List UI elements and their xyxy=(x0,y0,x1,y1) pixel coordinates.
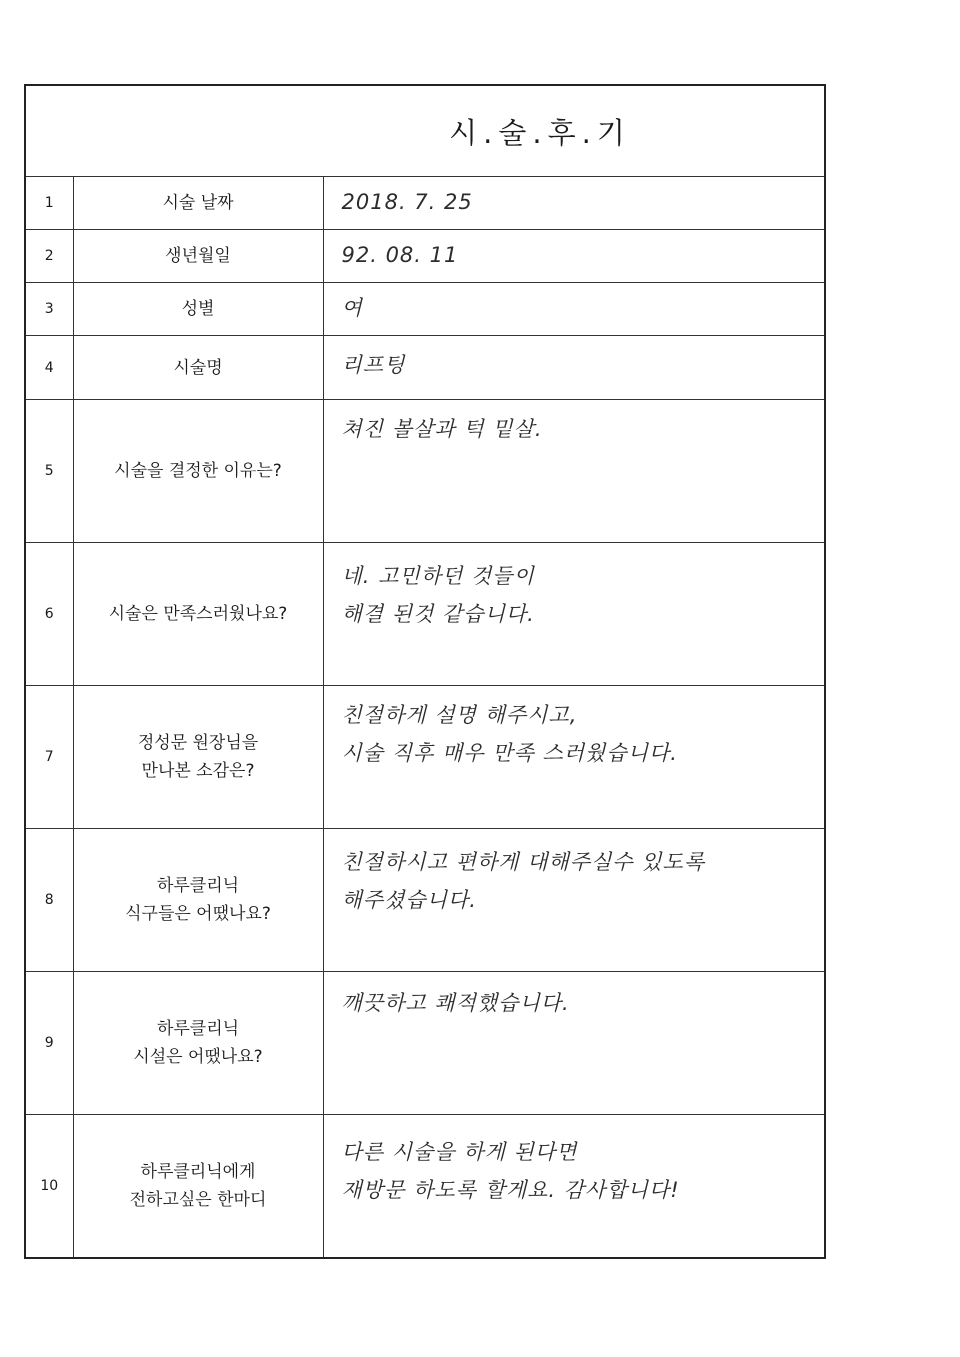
row-label: 시술명 xyxy=(73,336,323,400)
row-label: 시술 날짜 xyxy=(73,177,323,230)
row-label: 정성문 원장님을 만나본 소감은? xyxy=(73,686,323,829)
row-label: 생년월일 xyxy=(73,230,323,283)
handwritten-answer: 리프팅 xyxy=(341,353,406,377)
answer-cell xyxy=(323,1115,825,1258)
handwritten-answer: 여 xyxy=(341,296,363,320)
form-row xyxy=(25,1115,825,1258)
row-label: 하루클리닉에게 전하고싶은 한마디 xyxy=(73,1115,323,1258)
form-row xyxy=(25,336,825,400)
handwritten-answer: 2018. 7. 25 xyxy=(341,190,473,214)
form-row xyxy=(25,283,825,336)
row-label: 시술을 결정한 이유는? xyxy=(73,400,323,543)
form-row xyxy=(25,686,825,829)
form-title: 시.술.후.기 xyxy=(449,115,631,150)
answer-cell xyxy=(323,283,825,336)
answer-cell xyxy=(323,972,825,1115)
form-row xyxy=(25,230,825,283)
handwritten-answer: 친절하시고 편하게 대해주실수 있도록 해주셨습니다. xyxy=(341,850,706,912)
review-form-table xyxy=(24,84,826,1259)
answer-cell xyxy=(323,336,825,400)
answer-cell xyxy=(323,543,825,686)
row-number: 7 xyxy=(25,686,73,829)
handwritten-answer: 다른 시술을 하게 된다면 재방문 하도록 할게요. 감사합니다! xyxy=(341,1140,680,1202)
handwritten-answer: 친절하게 설명 해주시고, 시술 직후 매우 만족 스러웠습니다. xyxy=(341,703,678,765)
answer-cell xyxy=(323,230,825,283)
form-row xyxy=(25,543,825,686)
row-label: 성별 xyxy=(73,283,323,336)
row-number: 5 xyxy=(25,400,73,543)
row-number: 4 xyxy=(25,336,73,400)
form-row xyxy=(25,829,825,972)
answer-cell xyxy=(323,400,825,543)
row-label: 하루클리닉 시설은 어땠나요? xyxy=(73,972,323,1115)
answer-cell xyxy=(323,829,825,972)
row-number: 10 xyxy=(25,1115,73,1258)
title-row xyxy=(25,85,825,177)
row-number: 6 xyxy=(25,543,73,686)
handwritten-answer: 쳐진 볼살과 턱 밑살. xyxy=(341,417,543,441)
form-row xyxy=(25,400,825,543)
row-label: 하루클리닉 식구들은 어땠나요? xyxy=(73,829,323,972)
row-number: 2 xyxy=(25,230,73,283)
form-row xyxy=(25,177,825,230)
title-cell xyxy=(25,85,825,177)
row-number: 9 xyxy=(25,972,73,1115)
handwritten-answer: 92. 08. 11 xyxy=(341,243,459,267)
handwritten-answer: 네. 고민하던 것들이 해결 된것 같습니다. xyxy=(341,564,535,626)
handwritten-answer: 깨끗하고 쾌적했습니다. xyxy=(341,991,570,1015)
answer-cell xyxy=(323,177,825,230)
form-row xyxy=(25,972,825,1115)
answer-cell xyxy=(323,686,825,829)
row-number: 1 xyxy=(25,177,73,230)
row-label: 시술은 만족스러웠나요? xyxy=(73,543,323,686)
row-number: 8 xyxy=(25,829,73,972)
row-number: 3 xyxy=(25,283,73,336)
